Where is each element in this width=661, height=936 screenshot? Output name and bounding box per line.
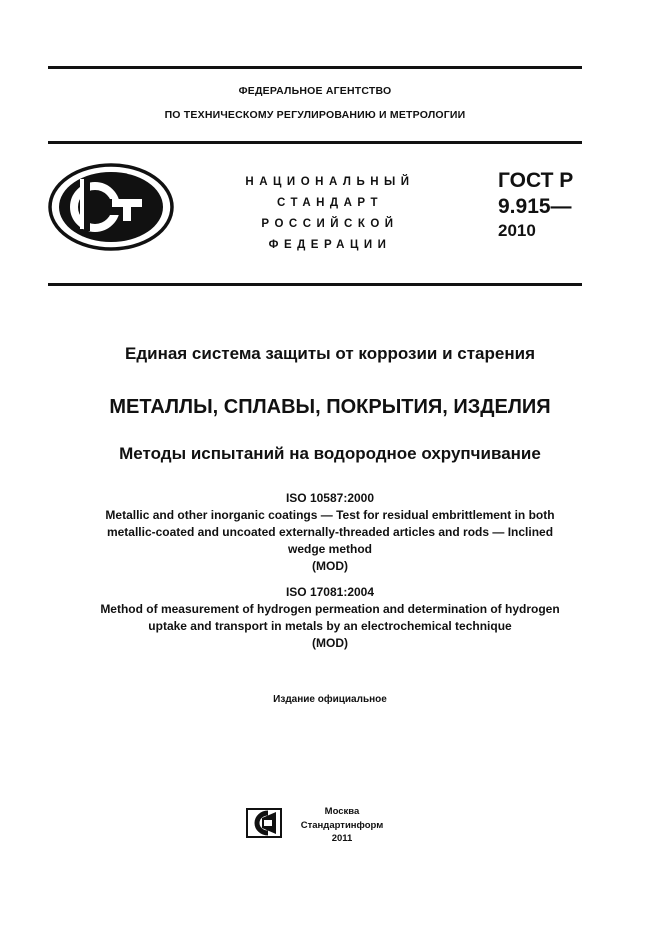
- logo-rule: [48, 283, 582, 286]
- designation-line-1: ГОСТ Р: [498, 169, 574, 192]
- iso-title-line: Metallic and other inorganic coatings — Test for residual embrittlement in both: [105, 508, 555, 522]
- agency-line-2: ПО ТЕХНИЧЕСКОМУ РЕГУЛИРОВАНИЮ И МЕТРОЛОГИИ: [164, 109, 466, 121]
- national-standard-line-1: НАЦИОНАЛЬНЫЙ: [245, 176, 415, 188]
- national-standard-line-2: СТАНДАРТ: [277, 197, 383, 209]
- top-rule: [48, 66, 582, 69]
- iso-title-line: uptake and transport in metals by an electrochemical technique: [148, 619, 512, 633]
- edition-label: Издание официальное: [273, 694, 387, 705]
- publisher-year: 2011: [331, 833, 353, 844]
- iso-reference-1: [30, 490, 630, 575]
- designation-line-2: 9.915—: [498, 195, 572, 218]
- iso-title-line: wedge method: [287, 542, 372, 556]
- national-standard-line-3: РОССИЙСКОЙ: [261, 218, 399, 230]
- iso-reference-2: [30, 584, 630, 652]
- iso-title-line: Method of measurement of hydrogen permeation and determination of hydrogen: [100, 602, 560, 616]
- iso-code: ISO 10587:2000: [285, 491, 375, 505]
- national-standard-label: [230, 172, 430, 256]
- publisher-info: [292, 805, 392, 846]
- publisher-city: Москва: [324, 806, 360, 817]
- standartinform-logo-icon: [246, 808, 282, 838]
- system-title: Единая система защиты от коррозии и старения: [124, 344, 535, 363]
- rst-logo-icon: [48, 163, 174, 251]
- iso-mod: (MOD): [312, 636, 348, 650]
- header-rule: [48, 141, 582, 144]
- iso-mod: (MOD): [312, 559, 348, 573]
- agency-line-1: ФЕДЕРАЛЬНОЕ АГЕНТСТВО: [238, 85, 392, 97]
- national-standard-line-4: ФЕДЕРАЦИИ: [268, 239, 392, 251]
- designation-year: 2010: [498, 221, 536, 240]
- iso-title-line: metallic-coated and uncoated externally-threaded articles and rods — Inclined: [106, 525, 554, 539]
- publisher-name: Стандартинформ: [300, 819, 384, 831]
- iso-code: ISO 17081:2004: [285, 585, 375, 599]
- main-title: МЕТАЛЛЫ, СПЛАВЫ, ПОКРЫТИЯ, ИЗДЕЛИЯ: [109, 396, 551, 418]
- subtitle: Методы испытаний на водородное охрупчивание: [119, 444, 541, 463]
- standard-designation: [498, 168, 573, 242]
